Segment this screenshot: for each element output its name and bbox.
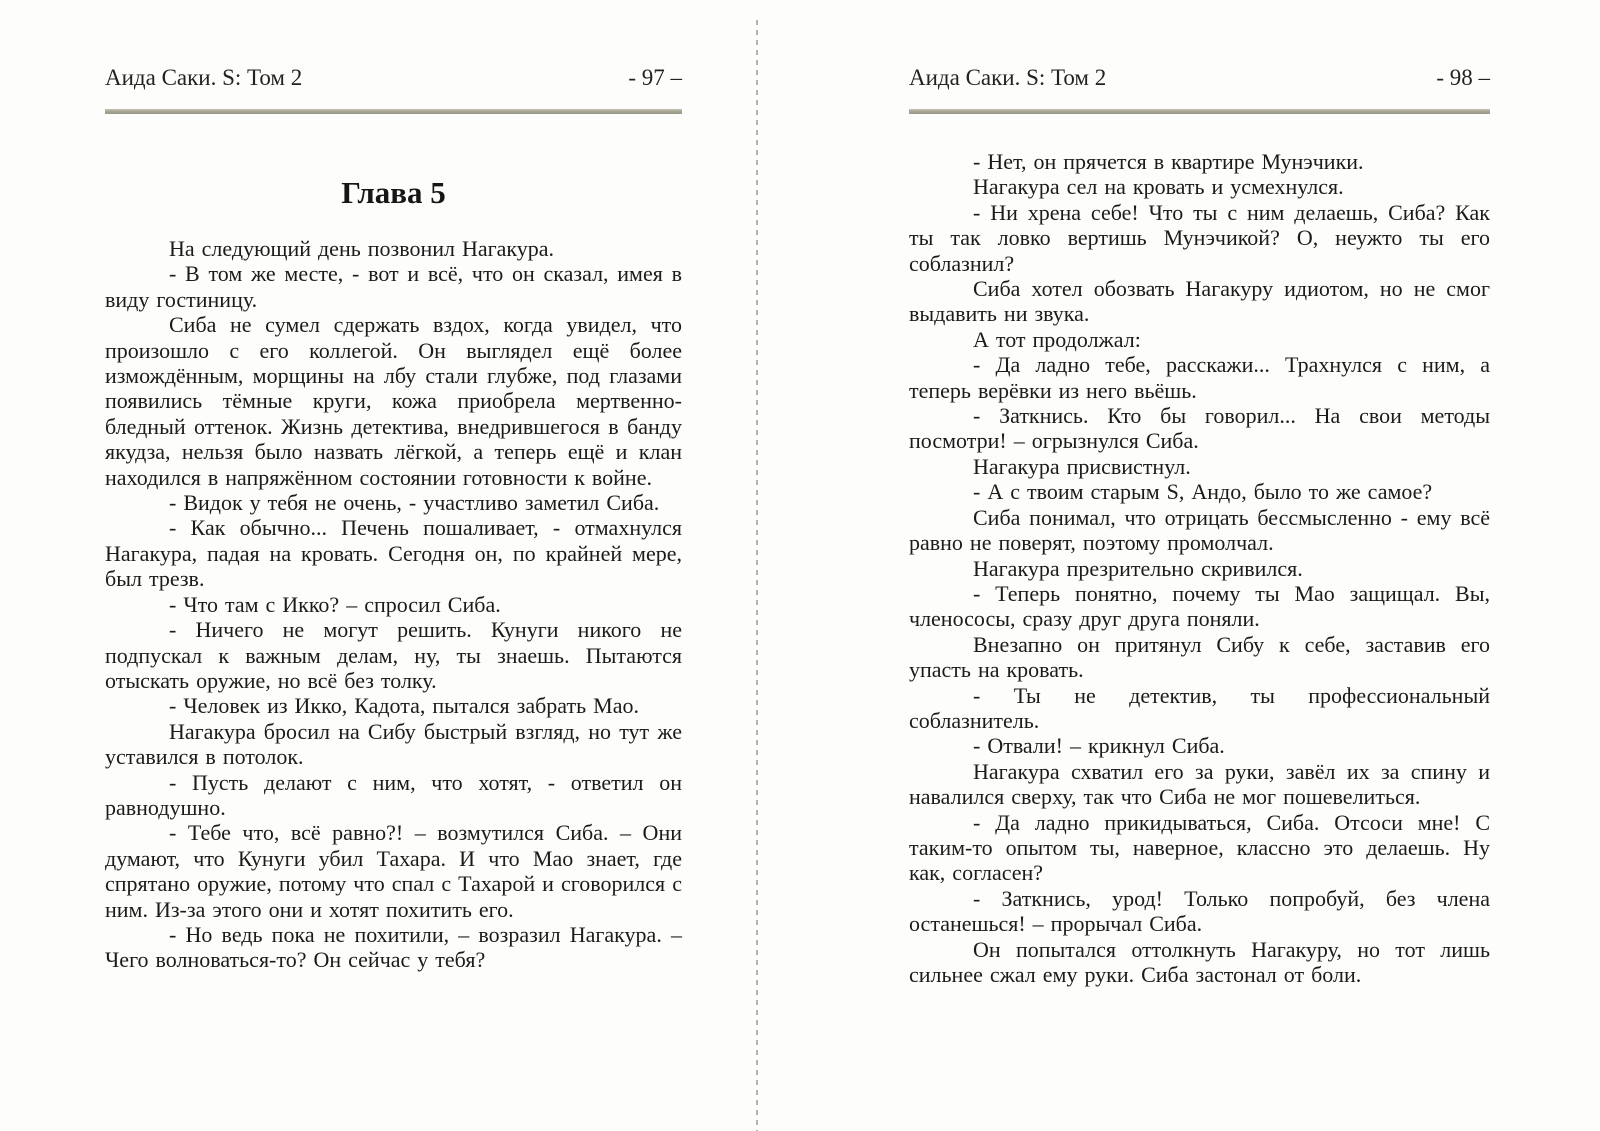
paragraph: - Как обычно... Печень пошаливает, - отмахнулся Нагакура, падая на кровать. Сегодня он, по крайней мере, был трезв. — [105, 515, 682, 592]
paragraph: Сиба хотел обозвать Нагакуру идиотом, но не смог выдавить ни звука. — [909, 276, 1490, 327]
paragraph: Он попытался оттолкнуть Нагакуру, но тот лишь сильнее сжал ему руки. Сиба застонал от боли. — [909, 936, 1490, 987]
page-divider — [756, 20, 758, 1131]
chapter-title: Глава 5 — [341, 175, 446, 210]
page-header-left — [105, 65, 682, 91]
paragraph: - Ни хрена себе! Что ты с ним делаешь, Сиба? Как ты так ловко вертишь Мунэчикой? О, неужто ты его соблазнил? — [909, 199, 1490, 276]
paragraph: Сиба понимал, что отрицать бессмысленно - ему всё равно не поверят, поэтому промолчал. — [909, 504, 1490, 556]
running-title: Аида Саки. S: Том 2 — [105, 65, 303, 90]
paragraph: Сиба не сумел сдержать вздох, когда увидел, что произошло с его коллегой. Он выглядел ещё более измождённым, морщины на лбу стали глубже, под глазами появились тёмные круги, кожа приобрела мертвенно-бледный оттенок. Жизнь детектива, внедрившегося в банду якудза, нельзя было назвать лёгкой, а теперь ещё и клан находился в напряжённом состоянии готовности к войне. — [105, 312, 682, 490]
page-header-right — [909, 65, 1490, 91]
paragraph: Нагакура схватил его за руки, завёл их за спину и навалился сверху, так что Сиба не мог пошевелиться. — [909, 758, 1490, 810]
paragraph: Внезапно он притянул Сибу к себе, заставив его упасть на кровать. — [909, 631, 1490, 683]
paragraph: - Человек из Икко, Кадота, пытался забрать Мао. — [169, 693, 639, 719]
paragraph: На следующий день позвонил Нагакура. — [169, 236, 555, 261]
paragraph: - В том же месте, - вот и всё, что он сказал, имея в виду гостиницу. — [105, 261, 682, 312]
paragraph: - Теперь понятно, почему ты Мао защищал. Вы, членососы, сразу друг друга поняли. — [909, 580, 1490, 632]
paragraph: - Да ладно прикидываться, Сиба. Отсоси мне! С таким-то опытом ты, наверное, классно это делаешь. Ну как, согласен? — [909, 809, 1490, 886]
paragraph: - Ты не детектив, ты профессиональный соблазнитель. — [909, 682, 1490, 733]
paragraph: - Пусть делают с ним, что хотят, - ответил он равнодушно. — [105, 769, 682, 820]
paragraph: Нагакура бросил на Сибу быстрый взгляд, но тут же уставился в потолок. — [105, 718, 682, 770]
paragraph: - Что там с Икко? – спросил Сиба. — [169, 591, 501, 617]
paragraph: А тот продолжал: — [973, 326, 1141, 352]
header-rule — [105, 109, 682, 114]
paragraph: - Но ведь пока не похитили, – возразил Нагакура. – Чего волноваться-то? Он сейчас у тебя? — [105, 921, 682, 973]
paragraph: Нагакура присвистнул. — [973, 453, 1191, 479]
paragraph: - А с твоим старым S, Андо, было то же самое? — [973, 479, 1433, 505]
paragraph: - Тебе что, всё равно?! – возмутился Сиба. – Они думают, что Кунуги убил Тахара. И что Мао знает, где спрятано оружие, потому что спал с Тахарой и сговорился с ним. Из-за этого они и хотят похитить его. — [105, 820, 682, 922]
header-rule — [909, 109, 1490, 114]
paragraph: - Нет, он прячется в квартире Мунэчики. — [973, 149, 1364, 174]
paragraph: - Ничего не могут решить. Кунуги никого не подпускал к важным делам, ну, ты знаешь. Пытаются отыскать оружие, но всё без толку. — [105, 617, 682, 693]
page-left — [105, 65, 682, 973]
paragraph: - Заткнись, урод! Только попробуй, без члена останешься! – прорычал Сиба. — [909, 885, 1490, 937]
paragraph: - Да ладно тебе, расскажи... Трахнулся с ним, а теперь верёвки из него вьёшь. — [909, 352, 1490, 403]
paragraph: Нагакура сел на кровать и усмехнулся. — [973, 174, 1344, 200]
page-body-right — [909, 149, 1490, 987]
paragraph: - Отвали! – крикнул Сиба. — [973, 733, 1225, 759]
running-title: Аида Саки. S: Том 2 — [909, 65, 1107, 90]
page-number: - 97 – — [628, 65, 682, 90]
paragraph: - Заткнись. Кто бы говорил... На свои методы посмотри! – огрызнулся Сиба. — [909, 403, 1490, 454]
page-body-left — [105, 236, 682, 973]
page-right — [909, 65, 1490, 987]
paragraph: - Видок у тебя не очень, - участливо заметил Сиба. — [169, 490, 660, 516]
page-number: - 98 – — [1436, 65, 1490, 90]
paragraph: Нагакура презрительно скривился. — [973, 555, 1303, 581]
